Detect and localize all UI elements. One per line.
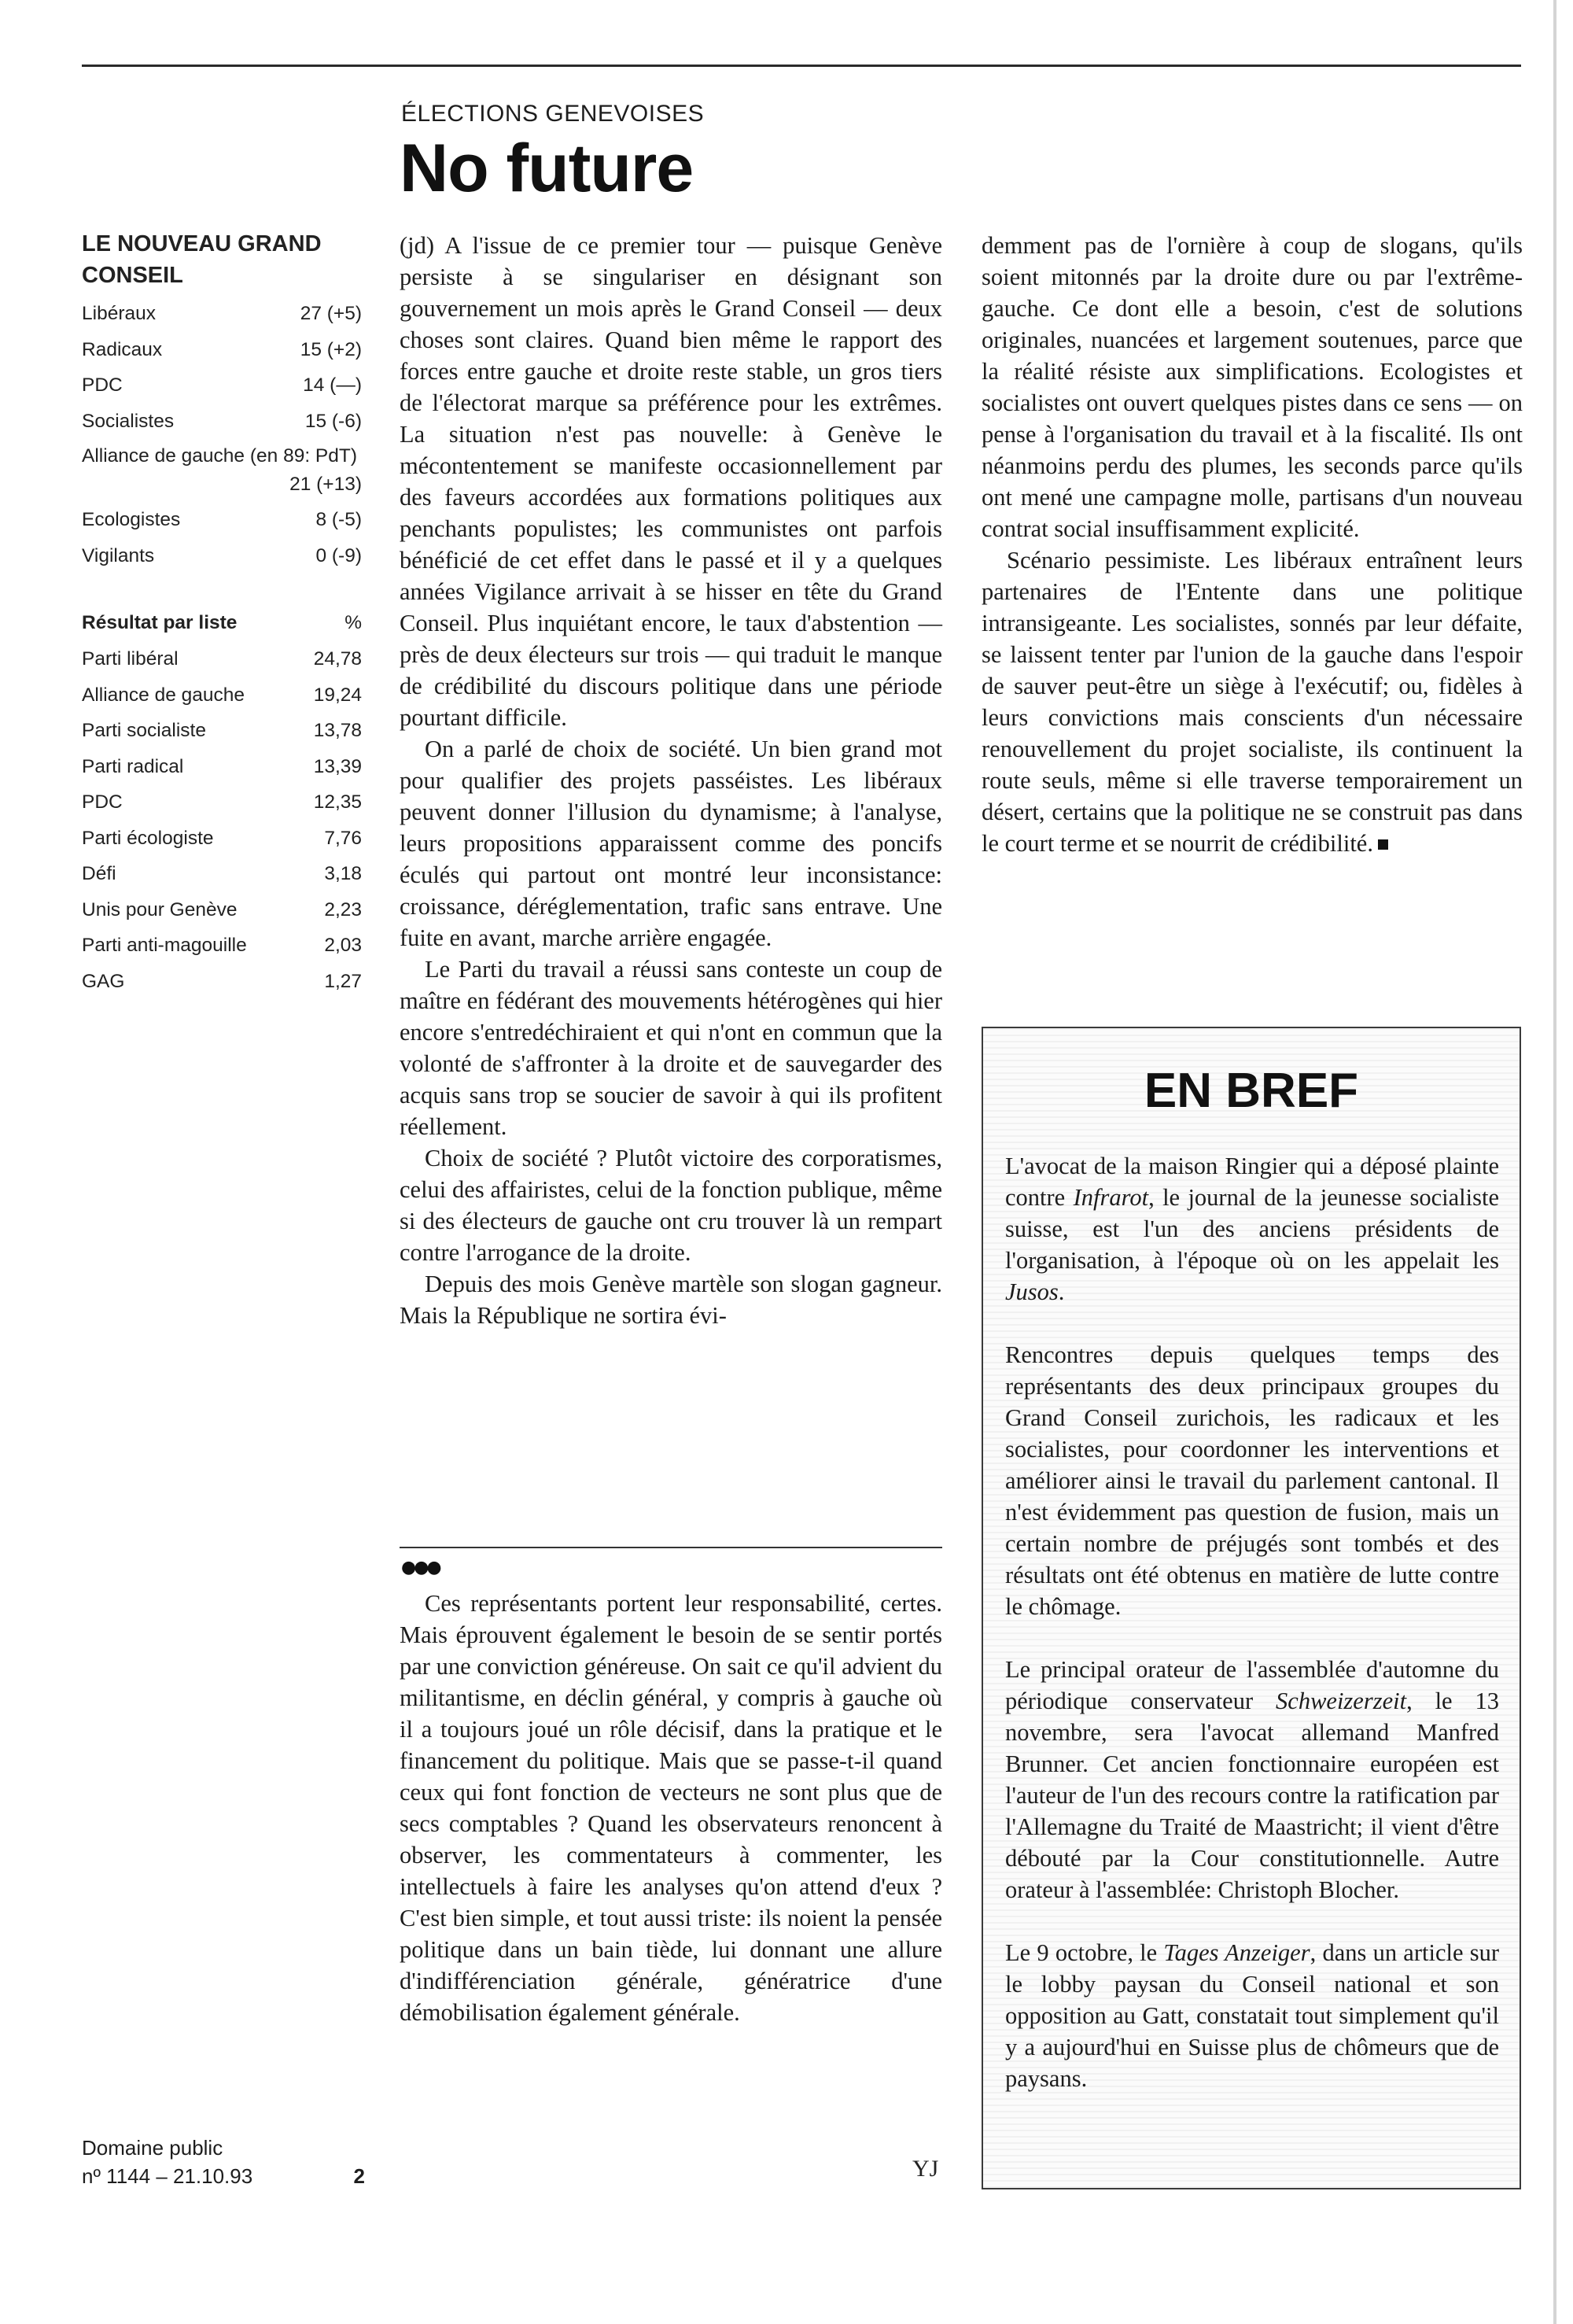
party-name: Libéraux <box>82 303 156 324</box>
author-signature: YJ <box>912 2156 939 2182</box>
list-name: Parti anti-magouille <box>82 935 247 956</box>
list-pct: 2,23 <box>324 898 362 920</box>
end-mark-icon <box>1378 839 1388 850</box>
brief-item <box>1005 1150 1499 1308</box>
brief-text: Le principal orateur de l'assemblée d'automne du périodique conservateur <box>1005 1656 1499 1714</box>
separator-dots-icon: ●●● <box>401 1558 440 1577</box>
publication-name: Tages Anzeiger <box>1163 1939 1310 1966</box>
party-name: Alliance de gauche (en 89: PdT) <box>82 445 358 467</box>
page-footer <box>82 2134 365 2190</box>
seat-row <box>82 367 362 404</box>
results-heading-row <box>82 605 362 641</box>
seat-value: 15 (+2) <box>300 338 362 360</box>
list-pct: 19,24 <box>313 684 362 706</box>
sidebar-heading: LE NOUVEAU GRAND CONSEIL <box>82 231 322 288</box>
list-name: GAG <box>82 970 125 992</box>
en-bref-title: EN BREF <box>1144 1064 1359 1118</box>
list-name: Parti radical <box>82 755 184 777</box>
paragraph: Depuis des mois Genève martèle son slogan gagneur. Mais la République ne sortira évi- <box>400 1271 942 1329</box>
seat-row <box>82 439 362 502</box>
seat-value: 0 (-9) <box>315 544 362 566</box>
result-row <box>82 821 362 857</box>
paragraph: On a parlé de choix de société. Un bien grand mot pour qualifier des projets passéistes. Les libéraux peuvent donner l'illusion du dynamisme; à l'analyse, leurs propositions apparaissent comme des poncifs éculés qui partout ont montré leur inconsistance: croissance, déréglementation, trafic sans entrave. Une fuite en avant, marche arrière engagée. <box>400 736 942 951</box>
seat-value: 8 (-5) <box>315 509 362 530</box>
brief-item <box>1005 1339 1499 1622</box>
article-column-1 <box>400 230 942 1331</box>
list-pct: 12,35 <box>313 791 362 813</box>
brief-text: L'avocat de la maison Ringier qui a déposé plainte contre <box>1005 1153 1499 1211</box>
result-row <box>82 677 362 714</box>
paragraph: Choix de société ? Plutôt victoire des corporatismes, celui des affairistes, celui de la fonction publique, même si des électeurs de gauche ont cru trouver là un rempart contre l'arrogance de la droite. <box>400 1145 942 1266</box>
paragraph-text: demment pas de l'ornière à coup de slogans, qu'ils soient mitonnés par la droite dure ou par l'extrême-gauche. Ce dont elle a besoin, c'est de solutions originales, nuancées et largement soutenues, parce que la réalité résiste aux simplifications. Ecologistes et socialistes ont ouvert quelques pistes dans ce sens — on pense à l'organisation du travail et à la fiscalité. Ils ont néanmoins perdu des plumes, les seconds parce qu'ils ont mené une campagne molle, partisans d'un nouveau contrat social insuffisamment explicité. <box>982 232 1523 542</box>
brief-text: , le 13 novembre, sera l'avocat allemand Manfred Brunner. Cet ancien fonctionnaire européen est l'auteur de l'un des recours contre la ratification par l'Allemagne du Traité de Maastricht; il vient d'être débouté par la Cour constitutionnelle. Autre orateur à l'assemblée: Christoph Blocher. <box>1005 1688 1499 1903</box>
result-row <box>82 749 362 785</box>
results-unit: % <box>344 612 362 633</box>
result-row <box>82 784 362 821</box>
en-bref-body <box>1005 1150 1499 2126</box>
list-name: Parti écologiste <box>82 827 214 849</box>
issue-line <box>82 2162 365 2190</box>
list-name: Alliance de gauche <box>82 684 245 706</box>
list-pct: 3,18 <box>324 863 362 884</box>
list-name: Unis pour Genève <box>82 898 238 920</box>
brief-text: , le journal de la jeunesse socialiste suisse, est l'un des anciens présidents de l'organisation, à l'époque où on les appelait les <box>1005 1184 1499 1274</box>
result-row <box>82 641 362 677</box>
list-name: Parti libéral <box>82 648 179 670</box>
seat-value: 27 (+5) <box>300 303 362 324</box>
brief-text: Rencontres depuis quelques temps des représentants des deux principaux groupes du Grand Conseil zurichois, les radicaux et les socialistes, pour coordonner les interventions et améliorer ainsi le travail du parlement cantonal. Il n'est évidemment pas question de fusion, mais un certain nombre de préjugés sont tombés et des résultats ont été obtenus en matière de lutte contre le chômage. <box>1005 1341 1499 1620</box>
top-rule <box>82 65 1521 67</box>
list-pct: 24,78 <box>313 648 362 670</box>
paragraph: Ces représentants portent leur responsabilité, certes. Mais éprouvent également le besoin de se sentir portés par une conviction généreuse. On sait ce qu'il advient du militantisme, en déclin général, y compris à gauche où il a toujours joué un rôle décisif, dans la pratique et le financement du politique. Mais que se passe-t-il quand ceux qui font fonction de vecteurs ne sont plus que de secs comptables ? Quand les observateurs renoncent à observer, les commentateurs à commenter, les intellectuels à faire les analyses qu'on attend d'eux ? C'est bien simple, et tout aussi triste: ils noient la pensée politique dans un bain tiède, lui donnant une allure d'indifférenciation générale, génératrice d'une démobilisation également générale. <box>400 1590 942 2026</box>
publication-name: Infrarot <box>1073 1184 1149 1211</box>
result-row <box>82 713 362 749</box>
paragraph: Le Parti du travail a réussi sans conteste un coup de maître en fédérant des mouvements hétérogènes qui hier encore s'entredéchiraient et qui n'ont en commun que la volonté de s'affronter à la droite et de sauvegarder des acquis sans trop se soucier de savoir à qui ils profitent réellement. <box>400 956 942 1140</box>
en-bref-box <box>982 1027 1521 2189</box>
brief-item <box>1005 1937 1499 2094</box>
party-name: Socialistes <box>82 410 175 432</box>
list-pct: 13,78 <box>313 720 362 741</box>
seat-row <box>82 296 362 332</box>
paragraph: (jd) A l'issue de ce premier tour — puisque Genève persiste à se singulariser en désignant son gouvernement un mois après le Grand Conseil — deux choses sont claires. Quand bien même le rapport des forces entre gauche et droite reste stable, un gros tiers de l'électorat marque sa préférence pour les extrêmes. La situation n'est pas nouvelle: à Genève le mécontentement se manifeste occasionnellement par des faveurs accordées aux formations politiques aux penchants populistes; les communistes ont parfois bénéficié de cet effet dans le passé et il y a quelques années Vigilance arrivait à se hisser en tête du Grand Conseil. Plus inquiétant encore, le taux d'abstention — près de deux électeurs sur trois — qui traduit le manque de crédibilité du discours politique dans une période pourtant difficile. <box>400 232 942 731</box>
party-name: PDC <box>82 374 123 396</box>
seat-row <box>82 404 362 440</box>
seat-value: 14 (—) <box>303 374 362 396</box>
publication-name: Schweizerzeit <box>1276 1688 1407 1714</box>
article-title: No future <box>400 131 694 206</box>
section-separator <box>400 1547 942 1548</box>
result-row <box>82 928 362 964</box>
article-column-2 <box>982 230 1523 859</box>
result-row <box>82 964 362 1000</box>
publication-name: Jusos <box>1005 1278 1059 1305</box>
party-name: Ecologistes <box>82 509 181 530</box>
paragraph <box>982 230 1523 544</box>
brief-item <box>1005 1654 1499 1905</box>
list-name: Défi <box>82 863 116 884</box>
list-pct: 1,27 <box>324 970 362 992</box>
results-heading: Résultat par liste <box>82 612 238 633</box>
article-continuation <box>400 1588 942 2028</box>
brief-text: Le 9 octobre, le <box>1005 1939 1164 1966</box>
issue-number: nº 1144 – 21.10.93 <box>82 2164 253 2188</box>
brief-text: , dans un article sur le lobby paysan du Conseil national et son opposition au Gatt, constatait tout simplement qu'il y a aujourd'hui en Suisse plus de chômeurs que de paysans. <box>1005 1939 1500 2092</box>
list-pct: 7,76 <box>324 827 362 849</box>
seat-row <box>82 332 362 368</box>
list-pct: 2,03 <box>324 935 362 956</box>
page-number: 2 <box>353 2164 365 2188</box>
list-pct: 13,39 <box>313 755 362 777</box>
seat-value: 21 (+13) <box>289 474 362 495</box>
list-name: PDC <box>82 791 123 813</box>
paragraph-text: Scénario pessimiste. Les libéraux entraînent leurs partenaires de l'Entente dans une politique intransigeante. Les socialistes, sonnés par leur défaite, se laissent tenter par l'union de la gauche dans l'espoir de sauver peut-être un siège à l'exécutif; ou, fidèles à leurs convictions mais conscients d'un nécessaire renouvellement du projet socialiste, ils continuent la route seuls, même si elle traverse temporairement un désert, certains que la politique ne se construit pas dans le court terme et se nourrit de crédibilité. <box>982 547 1523 857</box>
seat-row <box>82 502 362 538</box>
seat-value: 15 (-6) <box>304 410 362 432</box>
list-name: Parti socialiste <box>82 720 206 741</box>
paragraph <box>982 544 1523 859</box>
result-row <box>82 856 362 892</box>
results-list <box>82 641 362 999</box>
party-name: Radicaux <box>82 338 163 360</box>
section-kicker: ÉLECTIONS GENEVOISES <box>401 101 705 127</box>
party-name: Vigilants <box>82 544 155 566</box>
result-row <box>82 892 362 928</box>
brief-text: . <box>1058 1278 1065 1305</box>
results-sidebar <box>82 228 362 999</box>
seat-row <box>82 538 362 574</box>
page-edge <box>1553 0 1556 2324</box>
seat-list <box>82 296 362 574</box>
publication-name: Domaine public <box>82 2136 223 2160</box>
